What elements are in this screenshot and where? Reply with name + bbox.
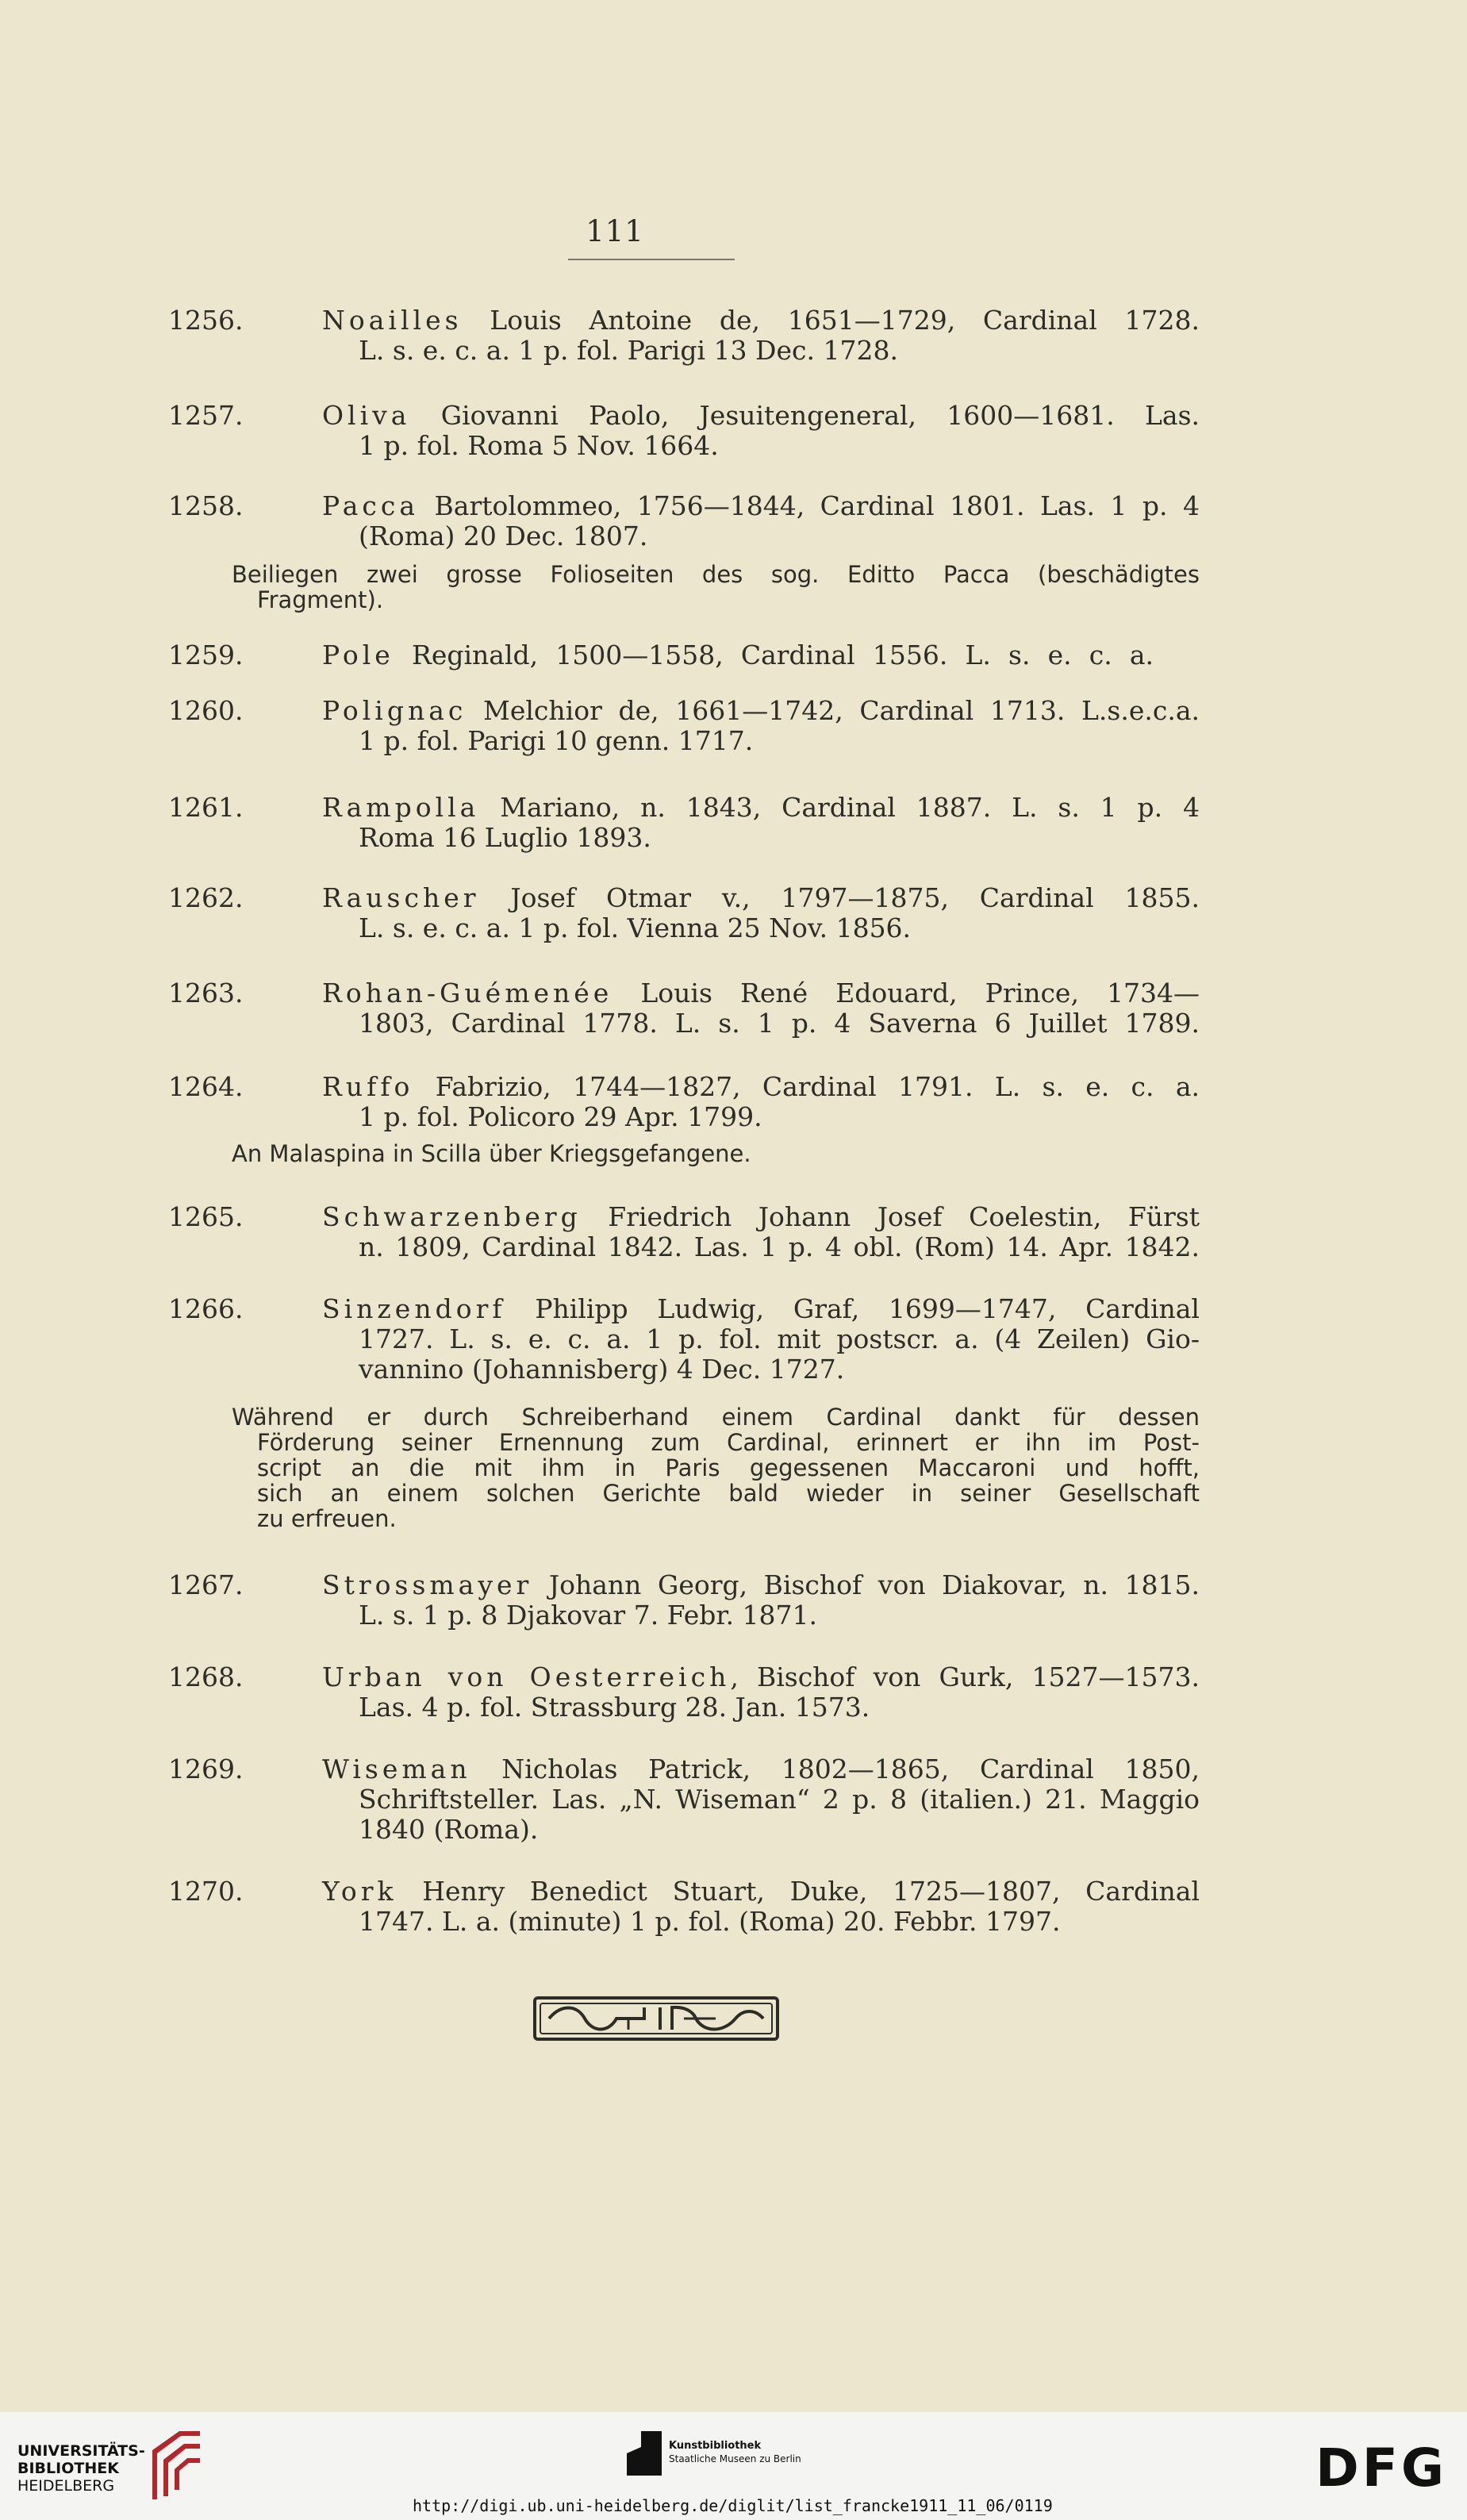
entry-number: 1263.	[168, 978, 244, 1008]
university-logo-icon	[148, 2426, 203, 2504]
entry-heading	[322, 978, 1200, 1008]
page-number-rule	[568, 259, 735, 260]
kb-subtitle: Staatliche Museen zu Berlin	[669, 2453, 801, 2464]
entry-heading	[322, 490, 1200, 521]
entry-heading-rest: Nicholas Patrick, 1802—1865, Cardinal 1850,	[470, 1754, 1200, 1784]
entry-heading	[322, 1293, 1200, 1324]
page-number: 111	[586, 214, 644, 248]
entry-line: (Roma) 20 Dec. 1807.	[359, 521, 648, 551]
entry-line: vannino (Johannisberg) 4 Dec. 1727.	[359, 1354, 845, 1385]
entry-line: 1803, Cardinal 1778. L. s. 1 p. 4 Saverna 6 Juillet 1789.	[359, 1008, 1200, 1039]
entry-heading	[322, 1569, 1200, 1600]
note-line: Beiliegen zwei grosse Folioseiten des sog. Editto Pacca (beschädigtes	[232, 561, 1200, 588]
entry-name: Wiseman	[322, 1754, 471, 1784]
entry-name: Noailles	[322, 305, 463, 336]
ornament-vignette	[533, 1995, 779, 2042]
entry-name: Urban von Oesterreich	[322, 1661, 731, 1692]
university-library-name	[17, 2442, 145, 2495]
entry-heading-rest: Reginald, 1500—1558, Cardinal 1556. L. s. e. c. a.	[394, 640, 1154, 670]
entry-heading-rest: Melchior de, 1661—1742, Cardinal 1713. L.s.e.c.a.	[467, 695, 1200, 726]
entry-number: 1267.	[168, 1569, 244, 1600]
entry-number: 1258.	[168, 490, 244, 521]
entry-heading-rest: Josef Otmar v., 1797—1875, Cardinal 1855.	[479, 882, 1200, 913]
note-line: Fragment).	[257, 586, 384, 613]
university-line: HEIDELBERG	[17, 2477, 115, 2495]
entry-heading	[322, 695, 1200, 726]
entry-line: 1 p. fol. Policoro 29 Apr. 1799.	[359, 1101, 762, 1132]
note-line: An Malaspina in Scilla über Kriegsgefangene.	[232, 1140, 751, 1167]
entry-heading-rest: Louis Antoine de, 1651—1729, Cardinal 1728.	[462, 305, 1200, 336]
entry-line: L. s. 1 p. 8 Djakovar 7. Febr. 1871.	[359, 1600, 818, 1631]
entry-heading	[322, 792, 1200, 823]
university-line: UNIVERSITÄTS-	[17, 2442, 145, 2460]
entry-line: 1 p. fol. Roma 5 Nov. 1664.	[359, 430, 719, 461]
entry-number: 1270.	[168, 1876, 244, 1907]
entry-heading	[322, 1876, 1200, 1907]
entry-name: Rauscher	[322, 882, 480, 913]
entry-heading	[322, 1661, 1200, 1692]
entry-heading-rest: Henry Benedict Stuart, Duke, 1725—1807, Cardinal	[397, 1876, 1200, 1907]
entry-line: 1 p. fol. Parigi 10 genn. 1717.	[359, 725, 754, 756]
entry-heading	[322, 305, 1200, 336]
entry-heading-rest: Mariano, n. 1843, Cardinal 1887. L. s. 1 p. 4	[479, 792, 1200, 823]
entry-note	[232, 1141, 1200, 1166]
entry-heading-rest: Louis René Edouard, Prince, 1734—	[613, 978, 1200, 1008]
entry-line: 1727. L. s. e. c. a. 1 p. fol. mit postscr. a. (4 Zeilen) Gio-	[359, 1323, 1200, 1354]
note-line: zu erfreuen.	[257, 1505, 397, 1532]
entry-number: 1265.	[168, 1201, 244, 1232]
entry-name: Polignac	[322, 695, 467, 726]
entry-heading-rest: Johann Georg, Bischof von Diakovar, n. 1815.	[532, 1569, 1200, 1600]
entry-number: 1259.	[168, 640, 244, 670]
entry-name: Pacca	[322, 490, 420, 521]
entry-heading	[322, 882, 1200, 913]
entry-name: Ruffo	[322, 1071, 414, 1102]
entry-line: L. s. e. c. a. 1 p. fol. Vienna 25 Nov. 1856.	[359, 912, 912, 943]
entry-heading-rest: Friedrich Johann Josef Coelestin, Fürst	[581, 1201, 1200, 1232]
entry-number: 1266.	[168, 1293, 244, 1324]
note-line: Förderung seiner Ernennung zum Cardinal, erinnert er ihn im Post-	[257, 1429, 1200, 1456]
entry-line: L. s. e. c. a. 1 p. fol. Parigi 13 Dec. 1728.	[359, 335, 898, 366]
university-line: BIBLIOTHEK	[17, 2460, 119, 2477]
entry-heading-rest: Giovanni Paolo, Jesuitengeneral, 1600—1681. Las.	[410, 400, 1200, 431]
entry-number: 1269.	[168, 1754, 244, 1784]
page-url-link[interactable]: http://digi.ub.uni-heidelberg.de/diglit/list_francke1911_11_06/0119	[413, 2496, 1053, 2515]
entry-heading	[322, 400, 1200, 431]
entry-note	[232, 1404, 1200, 1531]
entry-line: Roma 16 Luglio 1893.	[359, 822, 651, 853]
entry-number: 1257.	[168, 400, 244, 431]
entry-heading	[322, 640, 1154, 670]
note-line: Während er durch Schreiberhand einem Cardinal dankt für dessen	[232, 1404, 1200, 1431]
entry-name: Rampolla	[322, 792, 480, 823]
entry-number: 1268.	[168, 1661, 244, 1692]
entry-line: Schriftsteller. Las. „N. Wiseman“ 2 p. 8 (italien.) 21. Maggio	[359, 1784, 1200, 1815]
entry-number: 1262.	[168, 882, 244, 913]
entry-name: Oliva	[322, 400, 411, 431]
kb-title: Kunstbibliothek	[669, 2440, 762, 2452]
entry-name: York	[322, 1876, 397, 1907]
entry-number: 1264.	[168, 1071, 244, 1102]
entry-heading-rest: Fabrizio, 1744—1827, Cardinal 1791. L. s. e. c. a.	[413, 1071, 1200, 1102]
dfg-logo: DFG	[1315, 2437, 1448, 2499]
entry-line: n. 1809, Cardinal 1842. Las. 1 p. 4 obl. (Rom) 14. Apr. 1842.	[359, 1231, 1200, 1262]
entry-heading	[322, 1071, 1200, 1102]
entry-line: 1747. L. a. (minute) 1 p. fol. (Roma) 20. Febbr. 1797.	[359, 1906, 1061, 1937]
entry-name: Rohan-Guémenée	[322, 978, 613, 1008]
entry-name: Sinzendorf	[322, 1293, 506, 1324]
entry-number: 1261.	[168, 792, 244, 823]
entry-line: Las. 4 p. fol. Strassburg 28. Jan. 1573.	[359, 1692, 870, 1723]
entry-name: Strossmayer	[322, 1569, 533, 1600]
note-line: sich an einem solchen Gerichte bald wieder in seiner Gesellschaft	[257, 1480, 1200, 1507]
entry-heading-rest: , Bischof von Gurk, 1527—1573.	[730, 1661, 1200, 1692]
entry-name: Schwarzenberg	[322, 1201, 582, 1232]
entry-heading-rest: Bartolommeo, 1756—1844, Cardinal 1801. Las. 1 p. 4	[419, 490, 1200, 521]
entry-number: 1256.	[168, 305, 244, 336]
entry-note	[232, 562, 1200, 613]
kunstbibliothek-logo-icon	[627, 2431, 662, 2476]
entry-name: Pole	[322, 640, 394, 670]
note-line: script an die mit ihm in Paris gegessenen Maccaroni und hofft,	[257, 1454, 1200, 1481]
entry-heading	[322, 1201, 1200, 1232]
kunstbibliothek-label	[669, 2439, 801, 2465]
entry-line: 1840 (Roma).	[359, 1814, 539, 1845]
entry-heading-rest: Philipp Ludwig, Graf, 1699—1747, Cardinal	[505, 1293, 1200, 1324]
entry-number: 1260.	[168, 695, 244, 726]
entry-heading	[322, 1754, 1200, 1784]
